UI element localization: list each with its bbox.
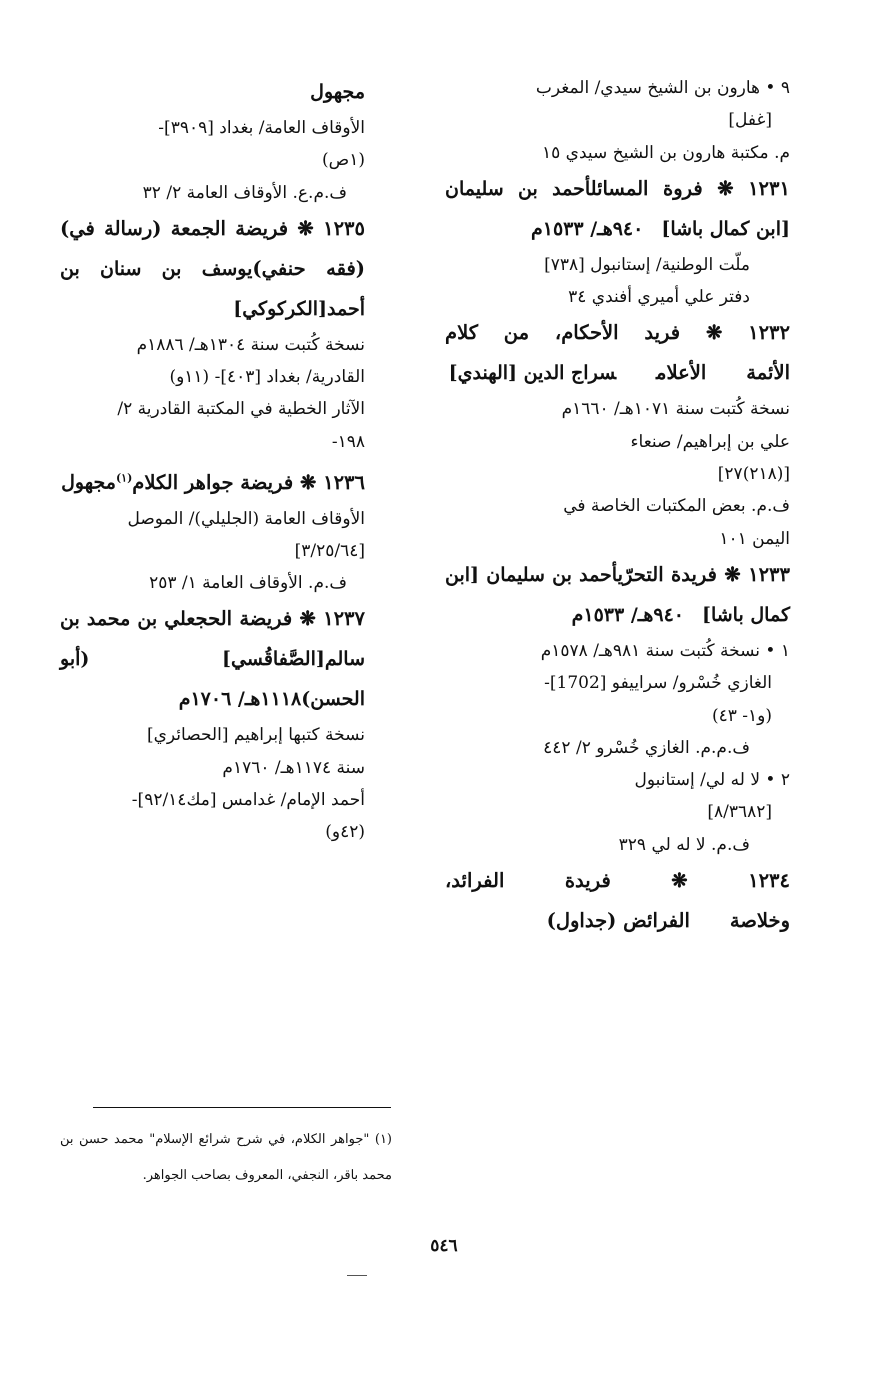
- left-column-line: نسخة كُتبت سنة ١٣٠٤هـ/ ١٨٨٦م: [136, 334, 365, 355]
- right-column-line: [(٢١٨)٢٧]: [717, 464, 790, 485]
- footnote: (١) "جواهر الكلام، في شرح شرائع الإسلام" محمد حسن بن محمد باقر، النجفي، المعروف بصاحب الجواهر.: [60, 1132, 392, 1183]
- right-column-line: [٨/٣٦٨٢]: [707, 802, 772, 823]
- left-column-line: علي بن محمد بن سالم: [60, 608, 365, 671]
- right-column-line: نسخة كُتبت سنة ١٠٧١هـ/ ١٦٦٠م: [561, 399, 790, 420]
- right-column-line: ١٢٣١ ❋ فروة المسائل: [590, 176, 790, 200]
- right-column: [445, 72, 790, 941]
- right-column-line: ١٢٣٤ ❋ فريدة الفرائد، وخلاصة: [445, 869, 790, 933]
- right-column-line: م. مكتبة هارون بن الشيخ سيدي ١٥: [542, 142, 790, 163]
- footnote-separator: [93, 1107, 391, 1108]
- right-column-line: ١ • نسخة كُتبت سنة ٩٨١هـ/ ١٥٧٨م: [540, 640, 790, 661]
- left-column-line: ف.م.ع. الأوقاف العامة ٢/ ٣٢: [142, 182, 347, 203]
- right-column-line: الغازي خُسْرو/ سراييفو [1702]-: [544, 673, 772, 694]
- right-column-line: الأعلام: [656, 361, 707, 385]
- left-column-line: (فقه حنفي): [252, 256, 365, 280]
- right-column-line: اليمن ١٠١: [719, 528, 790, 549]
- left-column-line: [الصَّفاقُسي] (أبو الحسن): [60, 648, 365, 711]
- left-column-line: ١٢٣٧ ❋ فريضة الحج: [195, 607, 365, 631]
- right-column-line: الفرائض (جداول): [546, 909, 690, 933]
- left-column-line: الأوقاف العامة/ بغداد [٣٩٠٩]-: [158, 118, 365, 138]
- right-column-line: سراج الدين [الهندي]: [448, 362, 617, 385]
- left-column-line: [٣/٢٥/٦٤]: [294, 540, 365, 561]
- bottom-mark: [347, 1275, 367, 1276]
- right-column-line: ف.م. لا له لي ٣٢٩: [618, 834, 750, 855]
- left-column-line: القادرية/ بغداد [٤٠٣]- (١١و): [169, 367, 365, 388]
- footnote-marker: (١): [115, 471, 133, 485]
- right-column-line: ف.م. بعض المكتبات الخاصة في: [563, 496, 790, 517]
- right-column-line: ٩٤٠هـ/ ١٥٣٣م: [571, 603, 684, 626]
- right-column-line: [غفل]: [728, 110, 772, 131]
- right-column-line: أحمد بن سليمان [ابن كمال باشا]: [445, 177, 790, 240]
- page-number: ٥٤٦: [430, 1236, 458, 1256]
- right-column-line: (و١- ٤٣): [711, 705, 772, 726]
- right-column-line: ١٢٣٣ ❋ فريدة التحرّي: [617, 562, 790, 586]
- left-column-line: مجهول: [310, 81, 365, 103]
- left-column-line: أحمد الإمام/ غدامس [مك٩٢/١٤]-: [131, 790, 365, 811]
- left-column-line: سنة ١١٧٤هـ/ ١٧٦٠م: [222, 757, 365, 778]
- left-column-line: مجهول: [61, 471, 116, 494]
- left-column-line: يوسف بن سنان بن أحمد: [60, 257, 365, 320]
- right-column-line: ٩٤٠هـ/ ١٥٣٣م: [530, 217, 644, 240]
- left-column-line: ١٢٣٦ ❋ فريضة جواهر الكلام$^{(١)}$: [115, 470, 365, 494]
- right-column-line: أحمد بن سليمان [ابن كمال باشا]: [445, 563, 790, 626]
- right-column-line: ملّت الوطنية/ إستانبول [٧٣٨]: [544, 254, 750, 275]
- left-column-line: (١ص): [322, 150, 365, 171]
- left-column-line: ١٩٨-: [331, 431, 365, 452]
- left-column-line: (٤٢و): [325, 822, 365, 843]
- right-column-line: ف.م.م. الغازي خُسْرو ٢/ ٤٤٢: [543, 737, 750, 758]
- right-column-line: ٢ • لا له لي/ إستانبول: [634, 770, 790, 791]
- left-column-line: ١٢٣٥ ❋ فريضة الجمعة (رسالة في): [60, 216, 365, 240]
- right-column-line: ١٢٣٢ ❋ فريد الأحكام، من كلام الأئمة: [445, 321, 790, 385]
- left-column-line: [الكركوكي]: [233, 297, 328, 320]
- left-column-line: نسخة كتبها إبراهيم [الحصائري]: [146, 725, 365, 746]
- left-column: [60, 72, 365, 849]
- left-column-line: الأوقاف العامة (الجليلي)/ الموصل: [127, 508, 365, 529]
- right-column-line: دفتر علي أميري أفندي ٣٤: [568, 287, 750, 308]
- left-column-line: ١١١٨هـ/ ١٧٠٦م: [178, 688, 302, 711]
- right-column-line: علي بن إبراهيم/ صنعاء: [630, 431, 790, 452]
- left-column-line: ف.م. الأوقاف العامة ١/ ٢٥٣: [149, 573, 347, 594]
- right-column-line: ٩ • هارون بن الشيخ سيدي/ المغرب: [535, 78, 790, 98]
- left-column-line: الآثار الخطية في المكتبة القادرية ٢/: [117, 399, 365, 420]
